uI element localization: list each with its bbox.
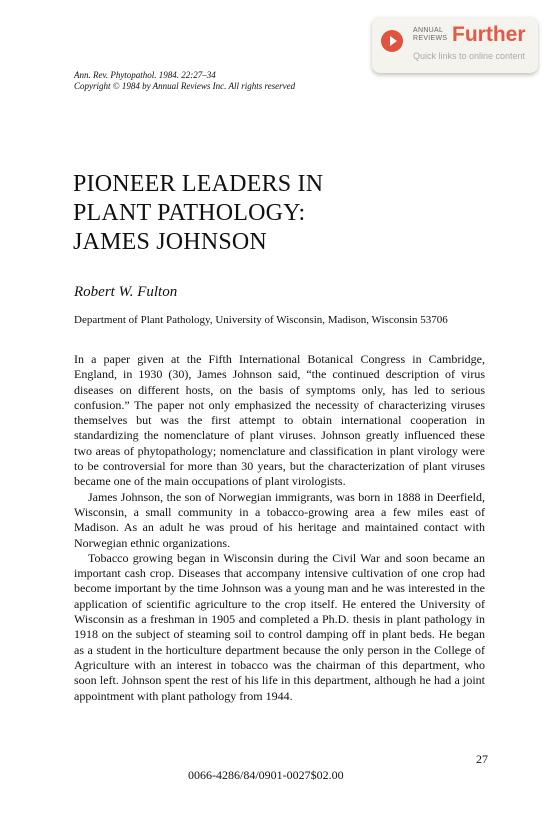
- body-paragraph: James Johnson, the son of Norwegian immigrants, was born in 1888 in Deerfield, Wisconsin, a small community in a tobacco-growing area a few miles east of Madison. As an adult he was proud of his heritage and maintained contact with Norwegian ethnic organizations.: [74, 489, 485, 550]
- widget-title: Further: [452, 23, 526, 46]
- author-affiliation: Department of Plant Pathology, University of Wisconsin, Madison, Wisconsin 53706: [74, 314, 448, 326]
- further-links-widget[interactable]: [372, 17, 538, 73]
- article-body: [74, 352, 485, 704]
- body-paragraph: In a paper given at the Fifth International Botanical Congress in Cambridge, England, in 1930 (30), James Johnson said, “the continued description of virus diseases on different hosts, on the basis of symptoms only, has led to serious confusion.” The paper not only emphasized the necessity of characterizing viruses themselves but was the first attempt to obtain international cooperation in standardizing the nomenclature of plant viruses. Johnson greatly influenced these two areas of phytopathology; nomenclature and classification in plant virology were to be controversial for more than 30 years, but the characterization of plant viruses became one of the main occupations of plant virologists.: [74, 352, 485, 489]
- widget-subtitle: Quick links to online content: [413, 51, 526, 61]
- arrow-badge-icon: [381, 30, 403, 52]
- author-name: Robert W. Fulton: [74, 284, 178, 300]
- page-number: 27: [476, 752, 488, 766]
- journal-header: [74, 70, 295, 92]
- journal-citation: Ann. Rev. Phytopathol. 1984. 22:27–34: [74, 70, 216, 80]
- article-title: [73, 170, 323, 257]
- title-line: PLANT PATHOLOGY:: [73, 200, 306, 226]
- copyright-line: Copyright © 1984 by Annual Reviews Inc. All rights reserved: [74, 81, 296, 91]
- article-code: 0066-4286/84/0901-0027$02.00: [188, 768, 344, 782]
- title-line: PIONEER LEADERS IN: [73, 171, 324, 197]
- title-line: JAMES JOHNSON: [73, 229, 267, 255]
- body-paragraph: Tobacco growing began in Wisconsin during the Civil War and soon became an important cash crop. Diseases that accompany intensive cultivation of one crop had become important by the time Johnson was a young man and he was interested in the application of scientific agriculture to the crop itself. He entered the University of Wisconsin as a freshman in 1905 and completed a Ph.D. thesis in plant pathology in 1918 on the subject of steaming soil to control damping off in plant beds. He began as a student in the horticulture department because the only person in the College of Agriculture with an interest in tobacco was the chairman of this department, who soon left. Johnson spent the rest of his life in this department, although he had a joint appointment with plant pathology from 1944.: [74, 550, 485, 703]
- widget-brand: ANNUAL REVIEWS: [413, 27, 448, 42]
